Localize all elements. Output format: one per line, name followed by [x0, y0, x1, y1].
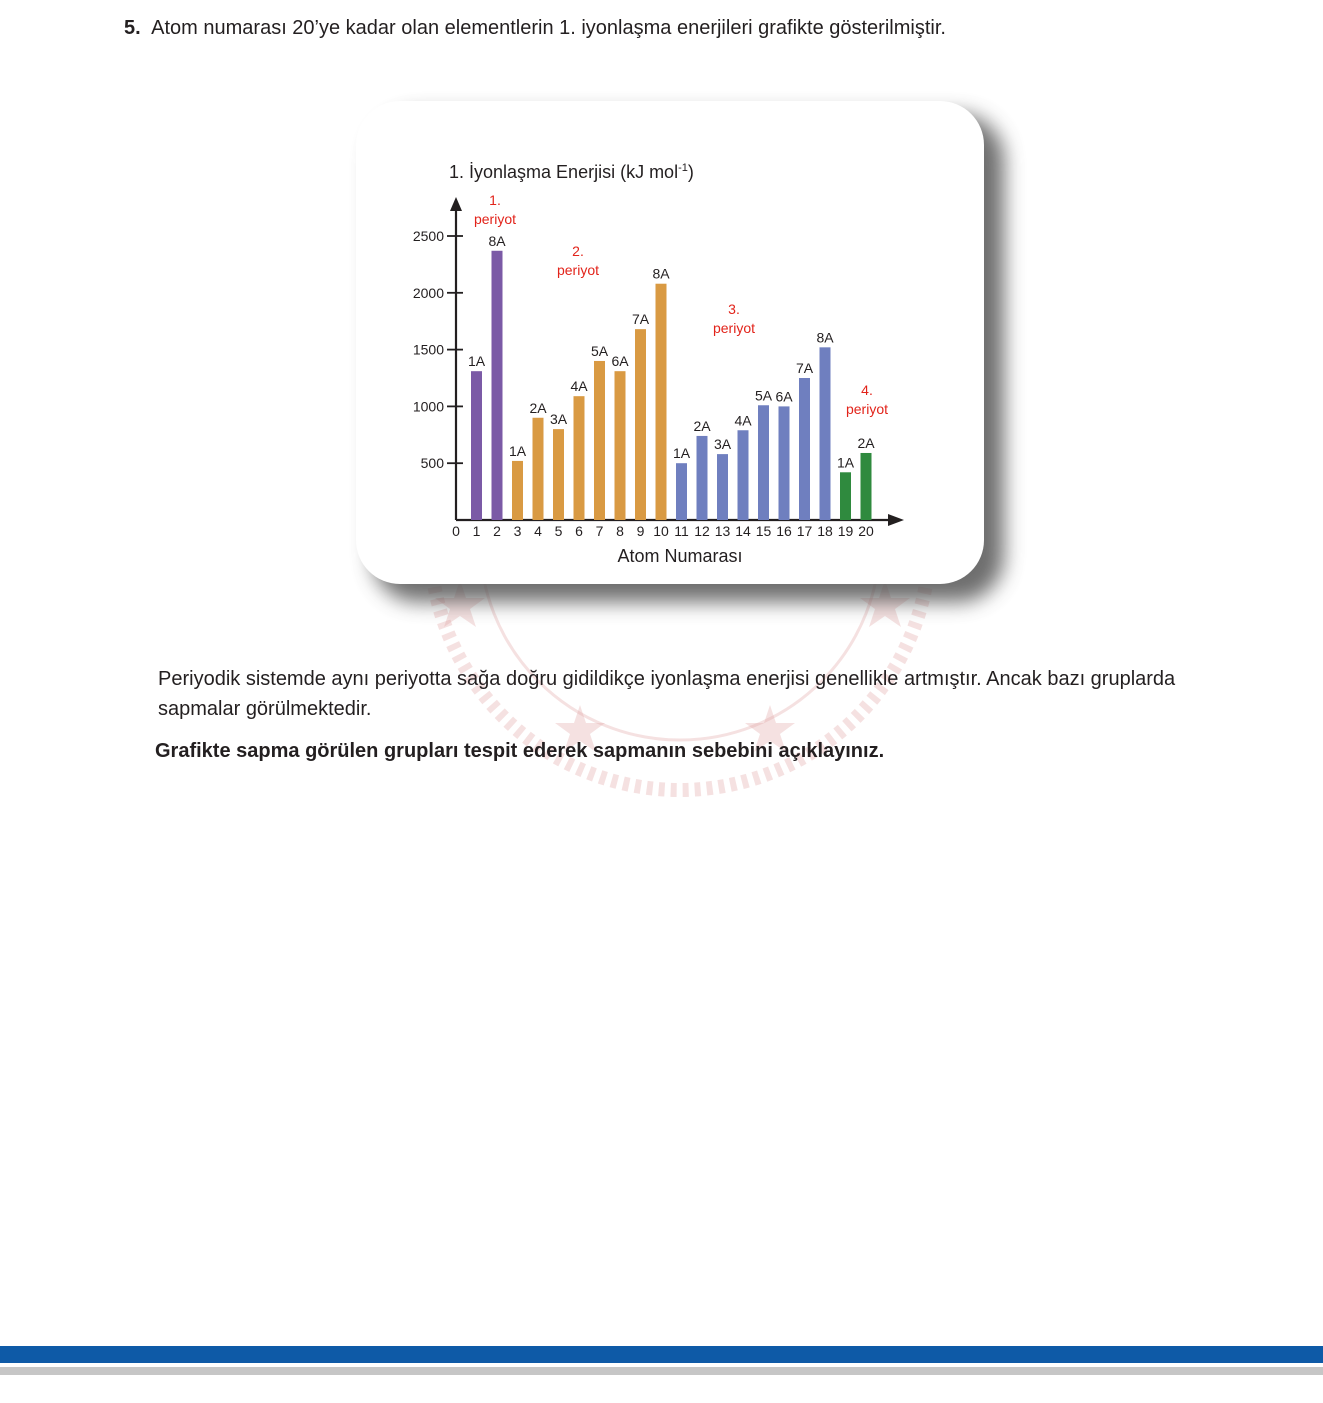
x-tick-label: 3	[513, 523, 522, 539]
bar-element-12	[697, 436, 708, 520]
group-label: 5A	[754, 387, 773, 404]
x-tick-label: 9	[636, 523, 645, 539]
bar-element-17	[799, 378, 810, 520]
footer-gray-bar	[0, 1367, 1323, 1375]
paragraph: Periyodik sistemde aynı periyotta sağa doğru gidildikçe iyonlaşma enerjisi genellikle artmıştır. Ancak bazı gruplarda sapmalar görülmektedir.	[158, 668, 1176, 720]
group-label: 3A	[549, 411, 568, 428]
bar-element-4	[533, 418, 544, 520]
bar-element-6	[574, 396, 585, 520]
group-label: 1A	[672, 445, 691, 462]
y-tick-label: 500	[420, 455, 444, 472]
group-label: 4A	[734, 412, 752, 429]
x-tick-label: 1	[472, 523, 481, 539]
ionization-energy-chart	[356, 101, 984, 584]
y-tick-label: 2500	[412, 228, 444, 244]
period-label-line2: periyot	[845, 401, 889, 417]
period-label-line2: periyot	[712, 320, 756, 336]
period-label-line1: 4.	[861, 382, 873, 398]
bar-element-14	[738, 430, 749, 520]
group-label: 1A	[508, 442, 527, 459]
y-axis-title-sup: -1	[678, 162, 688, 174]
bars	[471, 251, 872, 520]
group-label: 6A	[775, 388, 793, 405]
x-tick-label: 4	[534, 523, 542, 539]
bar-element-2	[492, 251, 503, 520]
bar-element-3	[512, 461, 523, 520]
y-axis-title-main: 1. İyonlaşma Enerjisi (kJ mol	[449, 162, 679, 182]
x-tick-label: 16	[776, 523, 792, 539]
period-label-line2: periyot	[473, 211, 517, 227]
x-tick-label: 10	[653, 523, 669, 539]
group-label: 1A	[836, 454, 855, 471]
bar-element-5	[553, 429, 564, 520]
x-tick-label: 2	[493, 523, 501, 539]
bar-element-15	[758, 405, 769, 520]
group-label: 3A	[713, 436, 732, 453]
period-label-line1: 2.	[572, 243, 584, 259]
group-label: 2A	[529, 399, 547, 416]
x-axis-title: Atom Numarası	[617, 546, 743, 566]
group-label: 1A	[467, 353, 486, 370]
bar-element-20	[861, 453, 872, 520]
bar-element-7	[594, 361, 605, 520]
group-label: 2A	[857, 434, 875, 451]
group-label: 7A	[631, 311, 650, 328]
bar-element-8	[615, 371, 626, 520]
x-tick-label: 13	[714, 523, 731, 539]
y-axis-title	[449, 162, 694, 182]
bar-element-9	[635, 329, 646, 520]
x-tick-label: 20	[858, 523, 874, 539]
x-tick-label: 17	[796, 523, 813, 539]
group-label: 2A	[693, 417, 711, 434]
x-tick-label: 19	[837, 523, 854, 539]
bar-element-19	[840, 472, 851, 520]
question-text: Atom numarası 20’ye kadar olan elementlerin 1. iyonlaşma enerjileri grafikte gösterilmiştir.	[151, 17, 946, 39]
x-tick-label: 8	[616, 523, 624, 539]
bar-labels	[468, 233, 875, 471]
group-label: 7A	[795, 360, 814, 376]
group-label: 8A	[652, 265, 670, 282]
period-label-line2: periyot	[556, 262, 600, 278]
period-label-line1: 1.	[489, 192, 501, 208]
x-tick-label: 18	[817, 523, 833, 539]
group-label: 8A	[816, 329, 834, 346]
bar-element-16	[779, 406, 790, 520]
bar-element-10	[656, 284, 667, 520]
bar-element-1	[471, 371, 482, 520]
group-label: 5A	[590, 342, 609, 359]
x-tick-label: 7	[595, 523, 604, 539]
group-label: 8A	[488, 232, 506, 249]
y-tick-label: 1500	[412, 341, 444, 358]
task-instruction: Grafikte sapma görülen grupları tespit ederek sapmanın sebebini açıklayınız.	[155, 740, 885, 762]
bar-element-13	[717, 454, 728, 520]
x-tick-label: 6	[575, 523, 583, 539]
x-tick-label: 12	[694, 523, 710, 539]
x-origin-label: 0	[452, 523, 460, 539]
group-label: 4A	[570, 378, 588, 395]
footer-blue-bar	[0, 1346, 1323, 1363]
group-label: 6A	[611, 353, 629, 370]
y-axis-arrow	[450, 197, 462, 211]
bar-element-18	[820, 347, 831, 520]
period-label-line1: 3.	[728, 301, 740, 317]
x-axis-arrow	[888, 514, 904, 526]
question-number: 5.	[124, 17, 141, 39]
y-tick-label: 2000	[412, 284, 444, 301]
question-line	[124, 17, 946, 40]
x-tick-label: 15	[755, 523, 772, 539]
bar-element-11	[676, 463, 687, 520]
y-tick-label: 1000	[412, 398, 444, 415]
x-tick-label: 14	[735, 523, 751, 539]
x-tick-label: 5	[554, 523, 563, 539]
x-tick-label: 11	[674, 523, 689, 539]
y-axis-title-close: )	[687, 162, 694, 182]
